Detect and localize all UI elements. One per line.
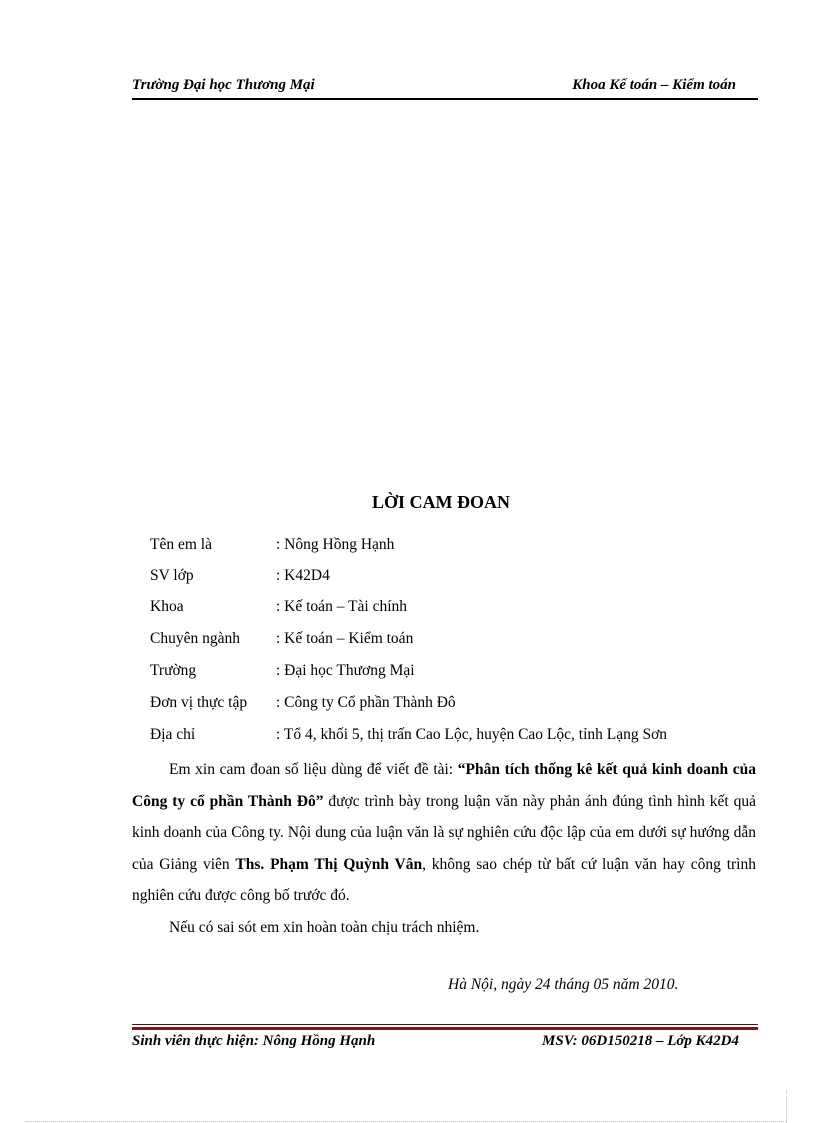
info-label: Chuyên ngành — [150, 630, 240, 647]
info-value: : Kế toán – Kiểm toán — [276, 630, 414, 647]
info-value: : Tổ 4, khối 5, thị trấn Cao Lộc, huyện Cao Lộc, tỉnh Lạng Sơn — [276, 726, 668, 743]
page-border-bottom — [26, 1121, 786, 1122]
page-border-right — [786, 1090, 787, 1123]
info-label: Tên em là — [150, 536, 212, 553]
footer-rule — [132, 1024, 758, 1025]
page-header — [132, 76, 758, 100]
info-label: SV lớp — [150, 567, 194, 584]
thesis-topic: “Phân tích thống kê kết quả kinh doanh của Công ty cổ phần Thành Đô” — [132, 761, 756, 810]
info-value: : K42D4 — [276, 567, 330, 584]
footer-student-id: MSV: 06D150218 – Lớp K42D4 — [542, 1033, 739, 1049]
info-value: : Kế toán – Tài chính — [276, 598, 408, 615]
info-value: : Công ty Cổ phần Thành Đô — [276, 694, 456, 711]
declaration-end: , không sao chép từ bất cứ luận văn hay công trình nghiên cứu được công bố trước đó. — [132, 855, 756, 904]
info-value: : Nông Hồng Hạnh — [276, 536, 395, 553]
info-label: Địa chỉ — [150, 726, 196, 743]
info-value: : Đại học Thương Mại — [276, 662, 415, 679]
info-label: Khoa — [150, 598, 184, 615]
page-footer — [132, 1033, 758, 1055]
declaration-intro: Em xin cam đoan số liệu dùng để viết đề tài: — [169, 761, 458, 778]
footer-student: Sinh viên thực hiện: Nông Hồng Hạnh — [132, 1033, 376, 1049]
info-label: Đơn vị thực tập — [150, 694, 248, 711]
declaration-paragraph — [132, 754, 756, 912]
responsibility-paragraph: Nếu có sai sót em xin hoàn toàn chịu trách nhiệm. — [169, 919, 480, 936]
declaration-middle: được trình bày trong luận văn này phản ánh đúng tình hình kết quả kinh doanh của Công ty. Nội dung của luận văn là sự nghiên cứu độc lập của em dưới sự hướng dẫn của Giảng viên — [132, 792, 756, 873]
footer-rule-thick — [132, 1027, 758, 1030]
header-faculty: Khoa Kế toán – Kiểm toán — [572, 77, 736, 93]
signature-date: Hà Nội, ngày 24 tháng 05 năm 2010. — [448, 976, 679, 993]
document-title: LỜI CAM ĐOAN — [372, 492, 510, 512]
header-university: Trường Đại học Thương Mại — [132, 77, 315, 93]
advisor-name: Ths. Phạm Thị Quỳnh Vân — [235, 855, 423, 873]
info-label: Trường — [150, 662, 197, 679]
